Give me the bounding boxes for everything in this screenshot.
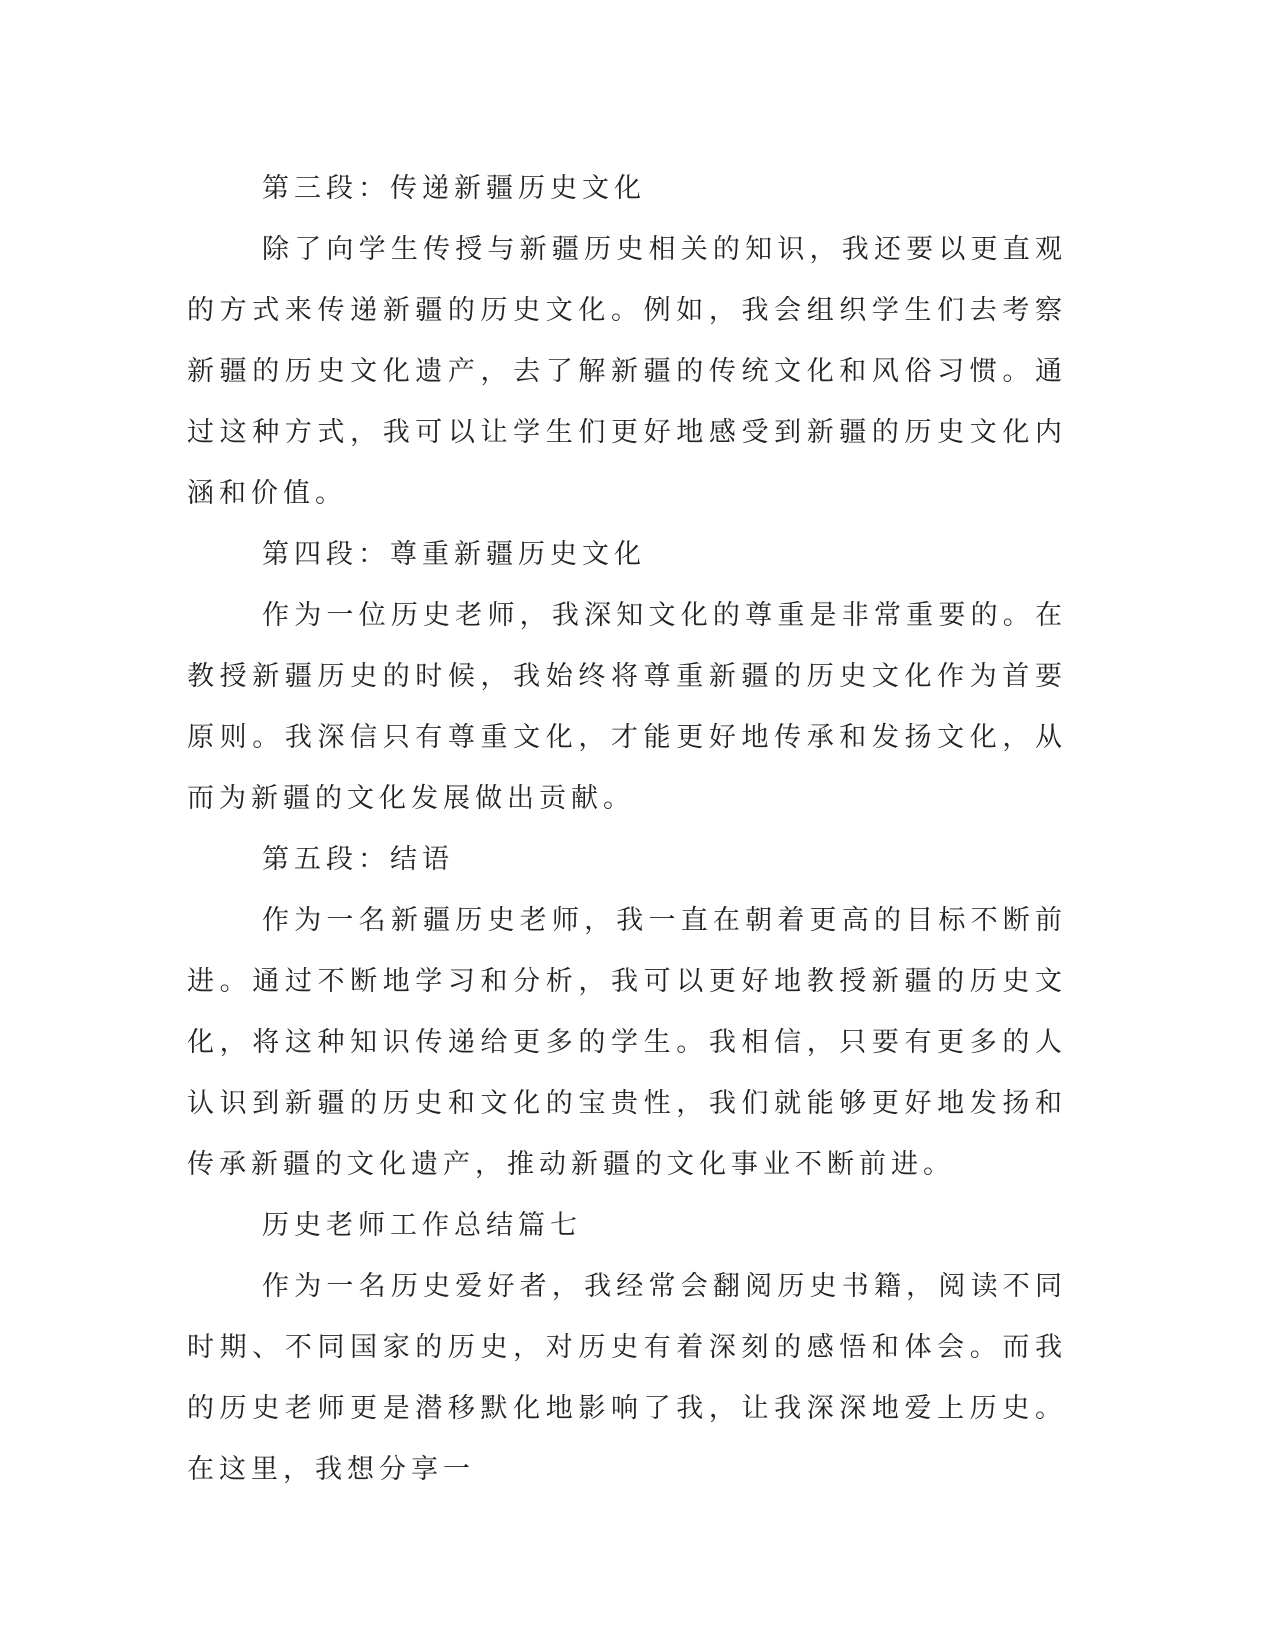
paragraph-3: 除了向学生传授与新疆历史相关的知识，我还要以更直观的方式来传递新疆的历史文化。例如，我会组织学生们去考察新疆的历史文化遗产，去了解新疆的传统文化和风俗习惯。通过这种方式，我可以让学生们更好地感受到新疆的历史文化内涵和价值。 (187, 234, 1067, 509)
paragraph-4: 作为一位历史老师，我深知文化的尊重是非常重要的。在教授新疆历史的时候，我始终将尊重新疆的历史文化作为首要原则。我深信只有尊重文化，才能更好地传承和发扬文化，从而为新疆的文化发展做出贡献。 (187, 600, 1067, 814)
article-title-7: 历史老师工作总结篇七 (262, 1210, 582, 1241)
section-heading-5: 第五段：结语 (262, 844, 454, 875)
document-body (187, 158, 1067, 1500)
paragraph-7: 作为一名历史爱好者，我经常会翻阅历史书籍，阅读不同时期、不同国家的历史，对历史有着深刻的感悟和体会。而我的历史老师更是潜移默化地影响了我，让我深深地爱上历史。在这里，我想分享一 (187, 1271, 1067, 1485)
section-heading-4: 第四段：尊重新疆历史文化 (262, 539, 646, 570)
paragraph-5: 作为一名新疆历史老师，我一直在朝着更高的目标不断前进。通过不断地学习和分析，我可以更好地教授新疆的历史文化，将这种知识传递给更多的学生。我相信，只要有更多的人认识到新疆的历史和文化的宝贵性，我们就能够更好地发扬和传承新疆的文化遗产，推动新疆的文化事业不断前进。 (187, 905, 1067, 1180)
section-heading-3: 第三段：传递新疆历史文化 (262, 173, 646, 204)
